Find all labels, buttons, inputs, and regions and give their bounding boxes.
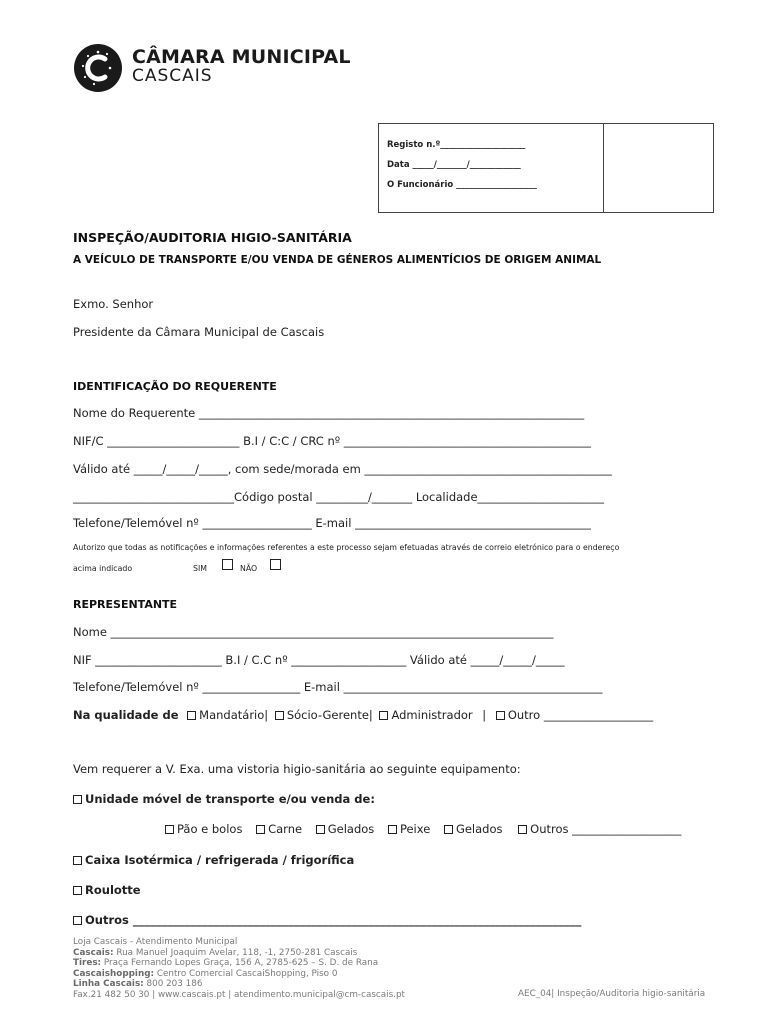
logo-emblem <box>74 44 122 92</box>
peixe-checkbox[interactable] <box>388 825 397 834</box>
footer-line-5: Linha Cascais: 800 203 186 <box>73 979 203 989</box>
caixa-label: Caixa Isotérmica / refrigerada / frigorífica <box>85 853 355 867</box>
registo-number-field[interactable]: Registo n.º____________________ <box>387 140 526 150</box>
gelados-checkbox[interactable] <box>316 825 325 834</box>
sim-checkbox[interactable] <box>222 559 233 570</box>
registration-box <box>378 123 714 213</box>
requerente-nif-field[interactable]: NIF/C _______________________ B.I / C:C / CRC nº ___________________________________________ <box>73 434 592 448</box>
registo-date-field[interactable]: Data _____/_______/____________ <box>387 160 521 170</box>
footer-line-4: Cascaishopping: Centro Comercial CascaiShopping, Piso 0 <box>73 968 338 979</box>
outros-sub-checkbox[interactable] <box>518 825 527 834</box>
roulotte-label: Roulotte <box>85 883 141 897</box>
outro-checkbox[interactable] <box>496 711 505 720</box>
footer-line-6: Fax.21 482 50 30 | www.cascais.pt | atendimento.municipal@cm-cascais.pt <box>73 989 406 1000</box>
nao-checkbox[interactable] <box>270 559 281 570</box>
registration-divider <box>603 124 604 212</box>
caixa-checkbox[interactable] <box>73 856 82 865</box>
footer-line-3: Tires: Praça Fernando Lopes Graça, 156 A, 2785-625 – S. D. de Rana <box>73 958 379 968</box>
qualidade-row <box>73 708 653 722</box>
nao-label: NÃO <box>240 564 258 573</box>
administrador-checkbox[interactable] <box>379 711 388 720</box>
administrador-label: Administrador <box>391 708 473 722</box>
form-subtitle: A VEÍCULO DE TRANSPORTE E/OU VENDA DE GÉNEROS ALIMENTÍCIOS DE ORIGEM ANIMAL <box>73 254 602 266</box>
outros-checkbox[interactable] <box>73 916 82 925</box>
logo-title: CÂMARA MUNICIPAL <box>132 46 351 68</box>
roulotte-row <box>73 883 141 897</box>
outros-field[interactable]: Outros ______________________________________________________________________________ <box>85 913 582 927</box>
gelados-2-label: Gelados <box>455 822 503 836</box>
logo-subtitle: CASCAIS <box>132 66 213 86</box>
registo-funcionario-field[interactable]: O Funcionário ___________________ <box>387 180 537 190</box>
requerente-telefone-field[interactable]: Telefone/Telemóvel nº ___________________ E-mail _________________________________________ <box>73 516 591 530</box>
outros-row <box>73 913 581 927</box>
peixe-label: Peixe <box>399 822 431 836</box>
unidade-options-row <box>165 822 681 836</box>
logo-c-icon <box>74 44 122 92</box>
requerente-codigo-field[interactable]: ____________________________Código postal _________/_______ Localidade______________________ <box>73 490 605 504</box>
caixa-row <box>73 853 354 867</box>
carne-label: Carne <box>268 822 303 836</box>
socio-label: Sócio-Gerente| <box>286 708 373 722</box>
outros-sub-field[interactable]: Outros ___________________ <box>530 822 682 836</box>
roulotte-checkbox[interactable] <box>73 886 82 895</box>
pao-label: Pão e bolos <box>177 822 243 836</box>
requerente-valido-field[interactable]: Válido até _____/_____/_____, com sede/morada em ___________________________________________ <box>73 462 612 476</box>
gelados-label: Gelados <box>327 822 375 836</box>
separator: | <box>482 708 487 722</box>
footer-line-2: Cascais: Rua Manuel Joaquim Avelar, 118, -1, 2750-281 Cascais <box>73 947 358 958</box>
mandatario-checkbox[interactable] <box>187 711 196 720</box>
sim-label: SIM <box>193 564 207 573</box>
outro-field[interactable]: Outro ___________________ <box>507 708 654 722</box>
requerente-heading: IDENTIFICAÇÃO DO REQUERENTE <box>73 380 277 393</box>
representante-telefone-field[interactable]: Telefone/Telemóvel nº _________________ E-mail _____________________________________________ <box>73 680 603 694</box>
mandatario-label: Mandatário| <box>199 708 269 722</box>
representante-nome-field[interactable]: Nome _____________________________________________________________________________ <box>73 625 554 639</box>
representante-heading: REPRESENTANTE <box>73 598 178 611</box>
representante-nif-field[interactable]: NIF ______________________ B.I / C.C nº ____________________ Válido até _____/_____/_____ <box>73 653 565 667</box>
qualidade-label: Na qualidade de <box>73 708 179 722</box>
carne-checkbox[interactable] <box>256 825 265 834</box>
unidade-label: Unidade móvel de transporte e/ou venda de: <box>85 792 375 806</box>
footer-line-1: Loja Cascais - Atendimento Municipal <box>73 937 238 947</box>
requerente-nome-field[interactable]: Nome do Requerente ___________________________________________________________________ <box>73 406 585 420</box>
autorizo-text: Autorizo que todas as notificações e informações referentes a este processo sejam efetuadas através de correio eletrónico para o endereço <box>73 543 620 552</box>
unidade-row <box>73 792 375 806</box>
salutation-line1: Exmo. Senhor <box>73 297 154 311</box>
unidade-checkbox[interactable] <box>73 795 82 804</box>
gelados-2-checkbox[interactable] <box>444 825 453 834</box>
form-title: INSPEÇÃO/AUDITORIA HIGIO-SANITÁRIA <box>73 230 352 245</box>
footer-doc-code: AEC_04| Inspeção/Auditoria higio-sanitária <box>518 989 706 999</box>
socio-checkbox[interactable] <box>275 711 284 720</box>
autorizo-text-2: acima indicado <box>73 564 133 573</box>
pedido-intro: Vem requerer a V. Exa. uma vistoria higio-sanitária ao seguinte equipamento: <box>73 762 521 776</box>
pao-checkbox[interactable] <box>165 825 174 834</box>
salutation-line2: Presidente da Câmara Municipal de Cascais <box>73 325 325 339</box>
footer-address <box>73 937 405 1000</box>
